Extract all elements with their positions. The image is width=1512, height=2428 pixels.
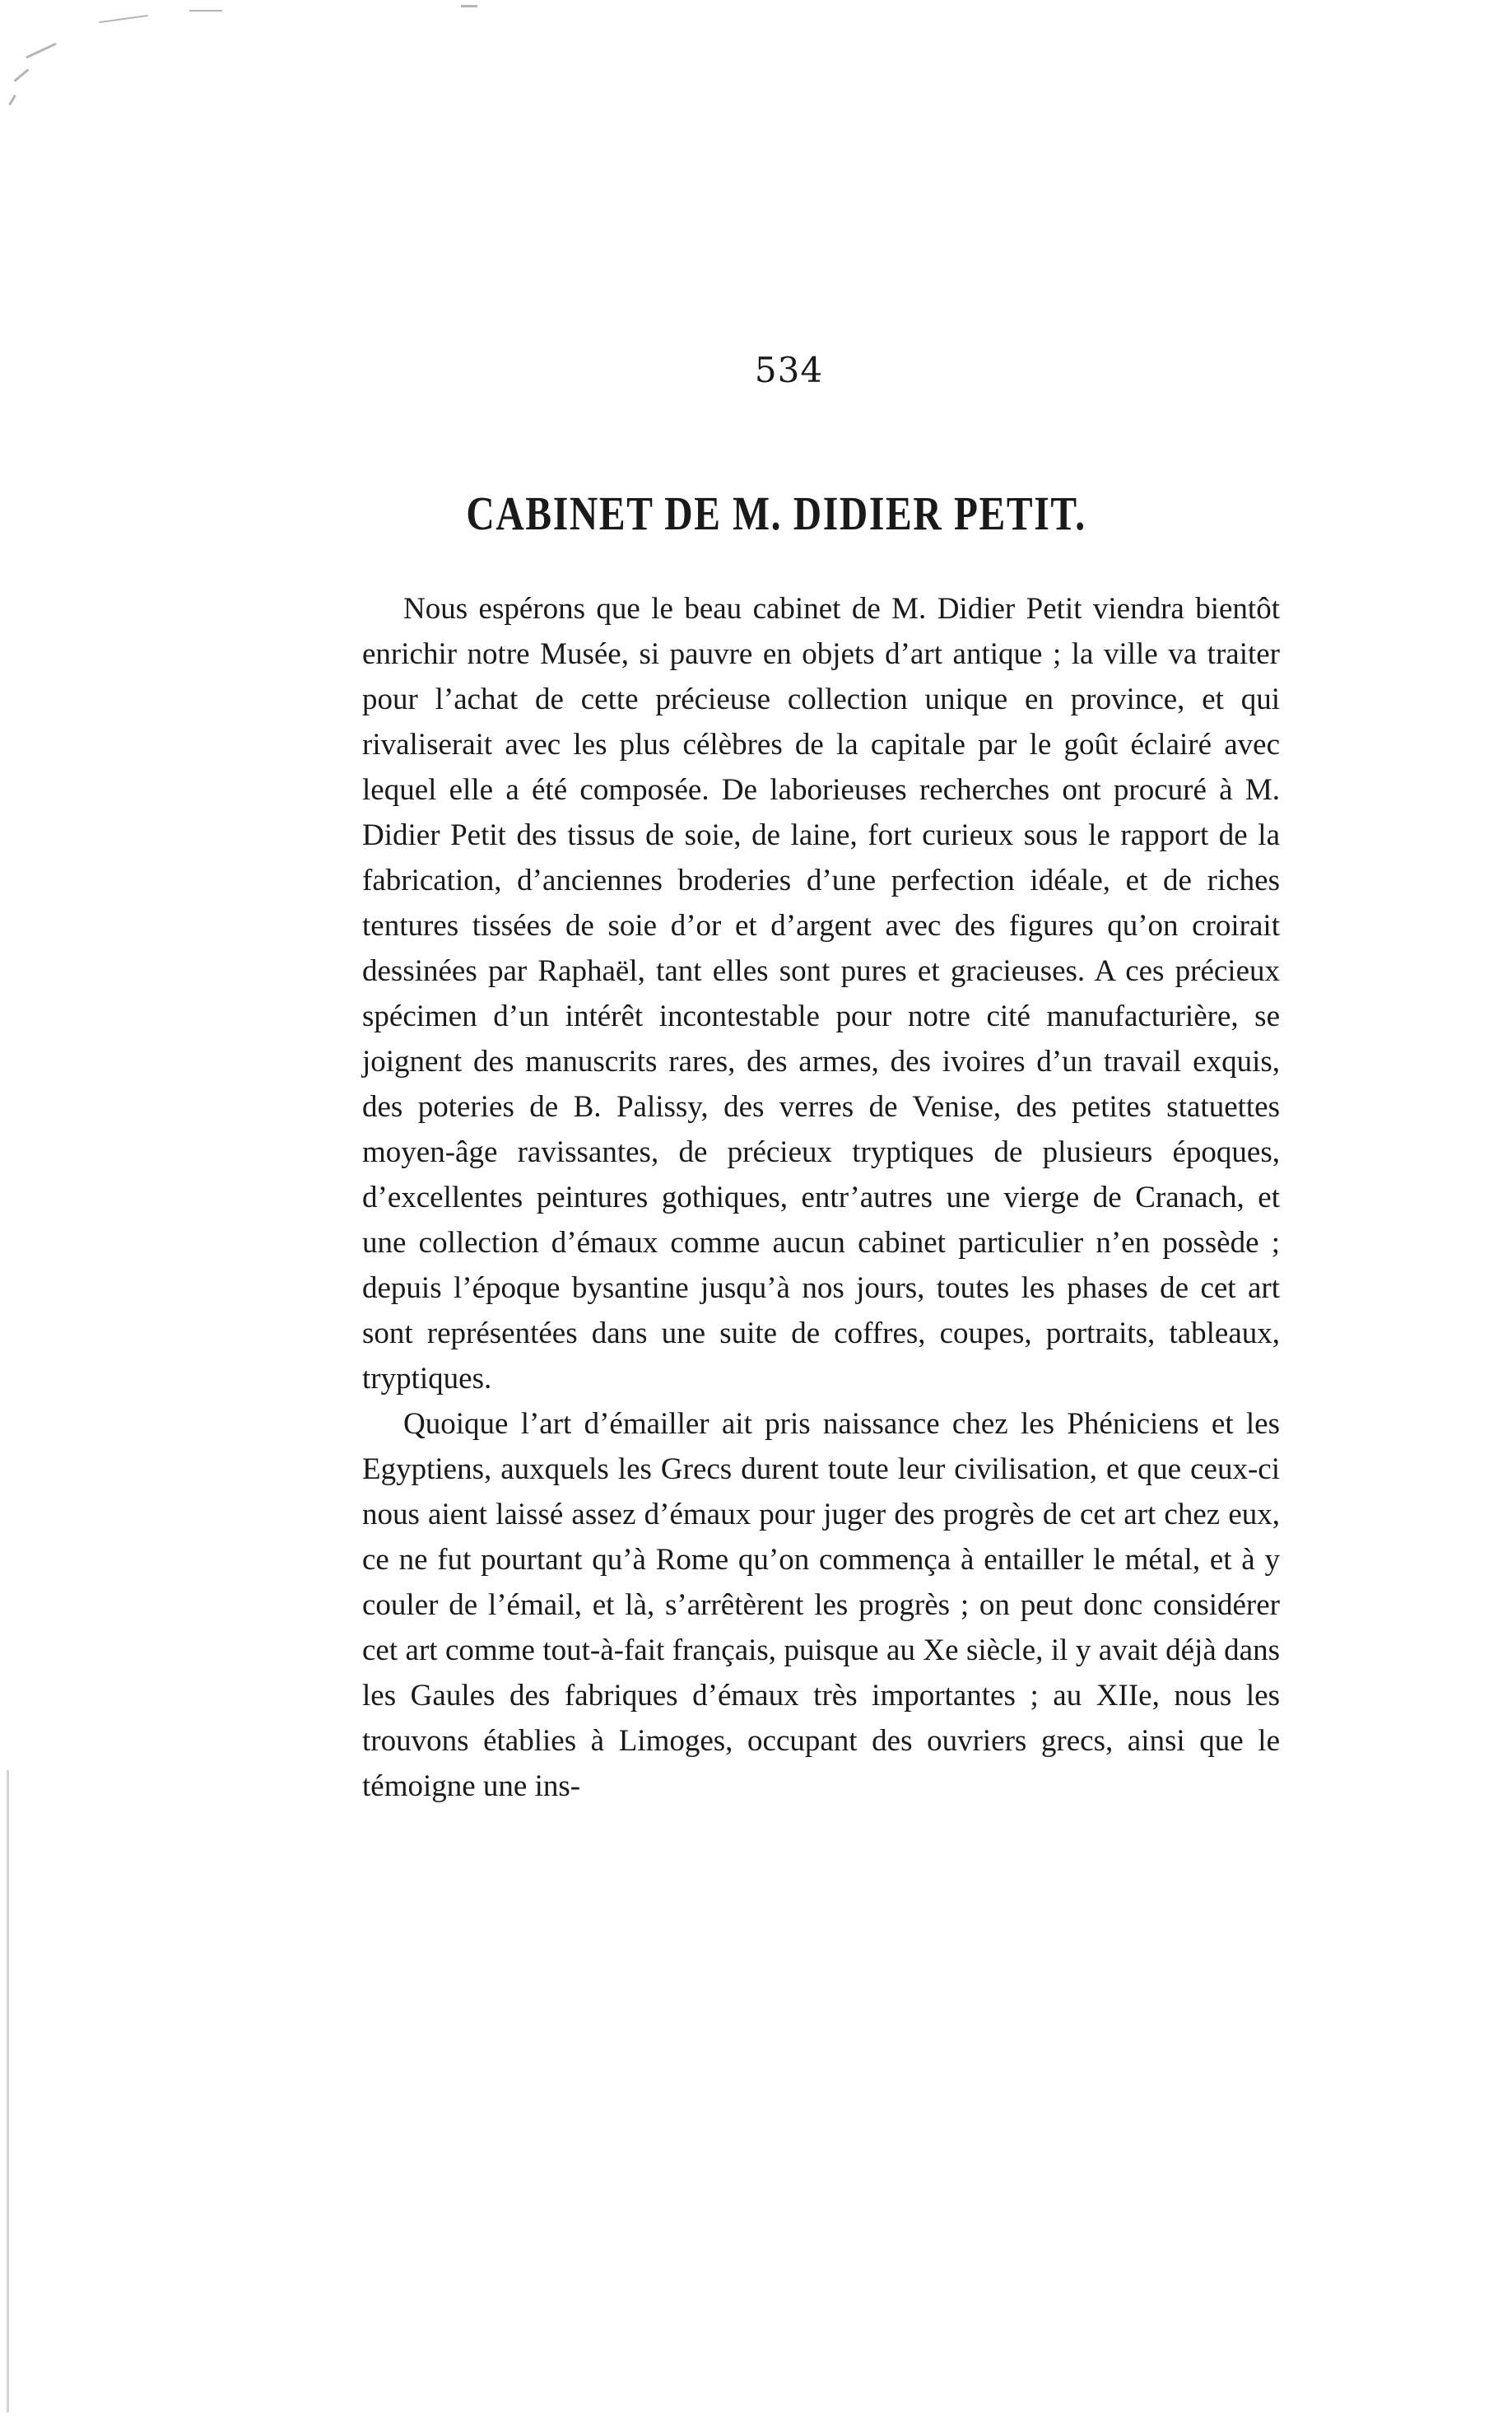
page-title: CABINET DE M. DIDIER PETIT.	[466, 487, 1086, 540]
paragraph: Quoique l’art d’émailler ait pris naissance chez les Phéniciens et les Egyptiens, auxquels les Grecs durent toute leur civilisation, et que ceux-ci nous aient laissé assez d’émaux pour juger des progrès de cet art chez eux, ce ne fut pourtant qu’à Rome qu’on commença à entailler le métal, et à y couler de l’émail, et là, s’arrêtèrent les progrès ; on peut donc considérer cet art comme tout-à-fait français, puisque au Xe siècle, il y avait déjà dans les Gaules des fabriques d’émaux très importantes ; au XIIe, nous les trouvons établies à Limoges, occupant des ouvriers grecs, ainsi que le témoigne une ins-	[362, 1407, 1280, 1803]
scan-artifact	[99, 15, 148, 23]
scan-artifact	[189, 10, 222, 12]
page-number: 534	[754, 350, 824, 390]
scan-artifact	[14, 68, 30, 82]
paragraph: Nous espérons que le beau cabinet de M. Didier Petit viendra bientôt enrichir notre Musée, si pauvre en objets d’art antique ; la ville va traiter pour l’achat de cette précieuse collection unique en province, et qui rivaliserait avec les plus célèbres de la capitale par le goût éclairé avec lequel elle a été composée. De laborieuses recherches ont procuré à M. Didier Petit des tissus de soie, de laine, fort curieux sous le rapport de la fabrication, d’anciennes broderies d’une perfection idéale, et de riches tentures tissées de soie d’or et d’argent avec des figures qu’on croirait dessinées par Raphaël, tant elles sont pures et gracieuses. A ces précieux spécimen d’un intérêt incontestable pour notre cité manufacturière, se joignent des manuscrits rares, des armes, des ivoires d’un travail exquis, des poteries de B. Palissy, des verres de Venise, des petites statuettes moyen-âge ravissantes, de précieux tryptiques de plusieurs époques, d’excellentes peintures gothiques, entr’autres une vierge de Cranach, et une collection d’émaux comme aucun cabinet particulier n’en possède ; depuis l’époque bysantine jusqu’à nos jours, toutes les phases de cet art sont représentées dans une suite de coffres, coupes, portraits, tableaux, tryptiques.	[362, 592, 1280, 1396]
scan-artifact	[8, 95, 16, 106]
scan-artifact	[26, 43, 57, 59]
scan-edge-line	[7, 1770, 9, 2412]
scan-artifact	[461, 5, 477, 7]
body-text	[362, 586, 1280, 1809]
